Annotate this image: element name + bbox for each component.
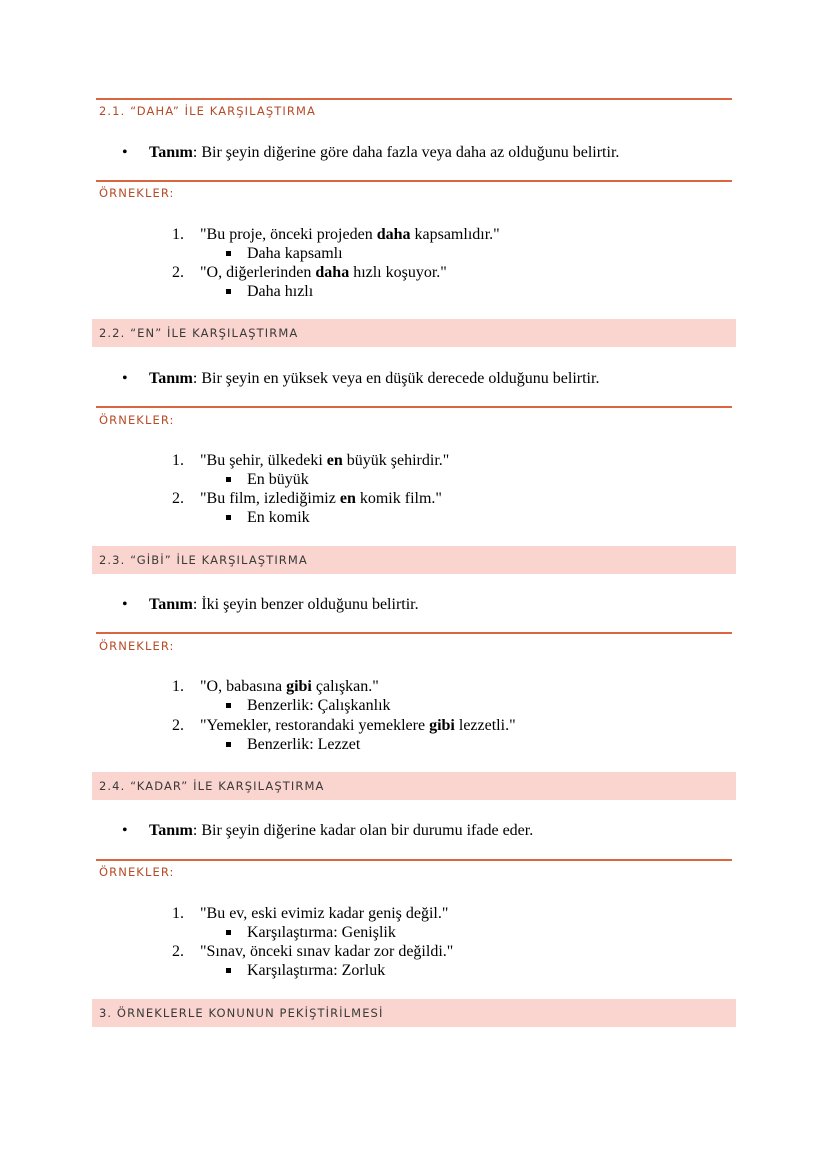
example-item (172, 677, 379, 696)
example-keyword: daha (376, 226, 411, 243)
definition-term: Tanım (149, 596, 193, 613)
subitem-text: Benzerlik: Çalışkanlık (247, 697, 391, 714)
example-text: "Bu ev, eski evimiz kadar geniş değil." (200, 905, 449, 922)
bullet-icon: • (122, 370, 128, 387)
example-number: 2. (172, 264, 184, 281)
section-heading-band (92, 772, 736, 800)
example-item (172, 716, 516, 735)
example-keyword: en (326, 452, 343, 469)
square-bullet-icon (226, 703, 231, 708)
examples-rule (96, 859, 732, 861)
examples-rule (96, 180, 732, 182)
example-keyword: gibi (286, 678, 312, 695)
section-heading-band (92, 319, 736, 347)
square-bullet-icon (226, 251, 231, 256)
example-text-end: kapsamlıdır." (410, 226, 500, 243)
definition-item (122, 595, 419, 615)
square-bullet-icon (226, 968, 231, 973)
example-text: "Bu film, izlediğimiz (200, 490, 340, 507)
examples-label: ÖRNEKLER: (99, 186, 175, 200)
definition-text: : İki şeyin benzer olduğunu belirtir. (192, 596, 419, 613)
subitem-text: Benzerlik: Lezzet (247, 736, 361, 753)
section-rule (96, 98, 732, 100)
examples-rule (96, 632, 732, 634)
example-number: 2. (172, 717, 184, 734)
examples-rule (96, 406, 732, 408)
section-heading: 2.1. “DAHA” İLE KARŞILAŞTIRMA (99, 104, 316, 118)
example-subitem (226, 696, 391, 715)
subitem-text: Daha kapsamlı (247, 245, 343, 262)
example-text-end: komik film." (355, 490, 442, 507)
subitem-text: En komik (247, 509, 310, 526)
example-text: "Bu şehir, ülkedeki (200, 452, 327, 469)
example-item (172, 225, 500, 244)
example-subitem (226, 923, 396, 942)
bullet-icon: • (122, 596, 128, 613)
square-bullet-icon (226, 289, 231, 294)
example-number: 1. (172, 905, 184, 922)
subitem-text: En büyük (247, 471, 309, 488)
square-bullet-icon (226, 477, 231, 482)
examples-label: ÖRNEKLER: (99, 639, 175, 653)
example-subitem (226, 508, 310, 527)
definition-item (122, 369, 599, 389)
example-item (172, 263, 447, 282)
example-item (172, 904, 448, 923)
example-text-end: çalışkan." (311, 678, 379, 695)
bullet-icon: • (122, 822, 128, 839)
bullet-icon: • (122, 144, 128, 161)
example-keyword: en (339, 490, 356, 507)
subitem-text: Karşılaştırma: Zorluk (247, 962, 386, 979)
example-subitem (226, 282, 313, 301)
example-subitem (226, 470, 309, 489)
section-heading: 3. ÖRNEKLERLE KONUNUN PEKİŞTİRİLMESİ (99, 1006, 384, 1020)
example-text-end: hızlı koşuyor." (349, 264, 447, 281)
examples-label: ÖRNEKLER: (99, 413, 175, 427)
square-bullet-icon (226, 742, 231, 747)
section-heading: 2.2. “EN” İLE KARŞILAŞTIRMA (99, 326, 299, 340)
square-bullet-icon (226, 515, 231, 520)
definition-term: Tanım (149, 370, 193, 387)
example-item (172, 489, 442, 508)
example-text: "O, babasına (200, 678, 287, 695)
subitem-text: Daha hızlı (247, 283, 314, 300)
example-subitem (226, 961, 385, 980)
section-heading-band (92, 999, 736, 1027)
definition-item (122, 821, 533, 841)
section-heading-band (92, 546, 736, 574)
definition-term: Tanım (149, 822, 193, 839)
definition-text: : Bir şeyin diğerine göre daha fazla veya daha az olduğunu belirtir. (192, 144, 620, 161)
example-text: "Bu proje, önceki projeden (200, 226, 377, 243)
example-number: 1. (172, 678, 184, 695)
example-item (172, 451, 449, 470)
examples-label: ÖRNEKLER: (99, 865, 175, 879)
example-keyword: daha (315, 264, 350, 281)
section-heading: 2.3. “GİBİ” İLE KARŞILAŞTIRMA (99, 553, 308, 567)
example-text-end: büyük şehirdir." (342, 452, 450, 469)
example-text: "O, diğerlerinden (200, 264, 316, 281)
example-item (172, 942, 453, 961)
example-number: 1. (172, 452, 184, 469)
example-keyword: gibi (429, 717, 455, 734)
example-number: 2. (172, 490, 184, 507)
example-text: "Yemekler, restorandaki yemeklere (200, 717, 430, 734)
definition-term: Tanım (149, 144, 193, 161)
definition-item (122, 143, 619, 163)
example-subitem (226, 244, 343, 263)
example-number: 1. (172, 226, 184, 243)
definition-text: : Bir şeyin en yüksek veya en düşük derecede olduğunu belirtir. (192, 370, 600, 387)
example-text-end: lezzetli." (454, 717, 516, 734)
example-subitem (226, 735, 360, 754)
example-text: "Sınav, önceki sınav kadar zor değildi." (200, 943, 454, 960)
section-heading: 2.4. “KADAR” İLE KARŞILAŞTIRMA (99, 779, 325, 793)
square-bullet-icon (226, 930, 231, 935)
subitem-text: Karşılaştırma: Genişlik (247, 924, 396, 941)
definition-text: : Bir şeyin diğerine kadar olan bir durumu ifade eder. (192, 822, 534, 839)
example-number: 2. (172, 943, 184, 960)
